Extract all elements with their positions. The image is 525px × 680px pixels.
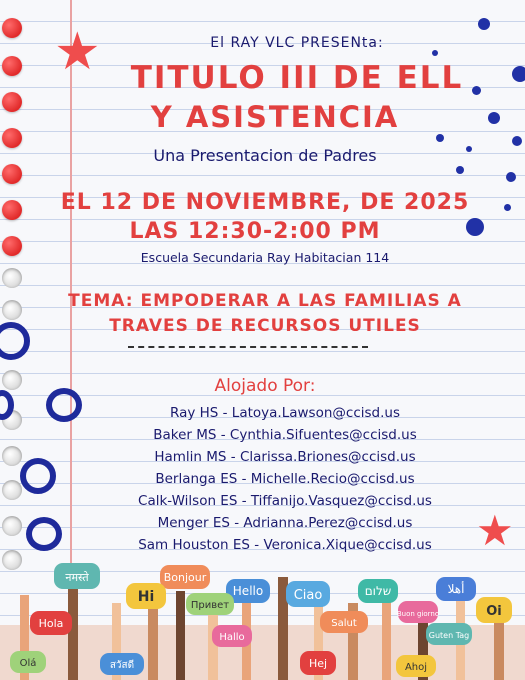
speech-bubble	[126, 583, 166, 609]
hosts-heading: Alojado Por:	[214, 376, 316, 396]
star-icon: ★	[54, 22, 101, 82]
dot-decoration	[478, 18, 490, 30]
binder-hole	[2, 18, 22, 38]
star-icon: ★	[476, 506, 514, 555]
dot-decoration	[456, 166, 464, 174]
ring-decoration	[26, 517, 62, 551]
host-contact: Berlanga ES - Michelle.Recio@ccisd.us	[155, 471, 415, 487]
speech-bubble	[10, 651, 46, 673]
binder-hole	[2, 56, 22, 76]
dot-decoration	[504, 204, 511, 211]
binder-hole	[2, 480, 22, 500]
hosts-list	[80, 402, 490, 556]
speech-bubble	[54, 563, 100, 589]
speech-bubble	[396, 655, 436, 677]
event-time: LAS 12:30-2:00 PM	[129, 219, 381, 244]
speech-bubble	[186, 593, 234, 615]
host-contact: Sam Houston ES - Veronica.Xique@ccisd.us	[138, 537, 432, 553]
host-contact: Hamlin MS - Clarissa.Briones@ccisd.us	[154, 449, 416, 465]
topic-line-1: TEMA: EMPODERAR A LAS FAMILIAS A	[68, 291, 462, 311]
binder-hole	[2, 268, 22, 288]
speech-bubble	[436, 577, 476, 601]
greeting-text: Bonjour	[163, 571, 207, 584]
greeting-text: أهلا	[447, 582, 465, 596]
subtitle: Una Presentacion de Padres	[153, 146, 377, 165]
speech-bubble	[358, 579, 398, 603]
dot-decoration	[512, 136, 522, 146]
ring-decoration	[0, 322, 30, 360]
speech-bubble	[320, 611, 368, 633]
binder-hole	[2, 370, 22, 390]
topic-line-2: TRAVES DE RECURSOS UTILES	[109, 316, 421, 336]
title-line-2: Y ASISTENCIA	[150, 100, 400, 134]
binder-hole	[2, 92, 22, 112]
binder-hole	[2, 300, 22, 320]
binder-hole	[2, 236, 22, 256]
speech-bubble	[476, 597, 512, 623]
greeting-text: Hallo	[219, 632, 245, 643]
greeting-text: Salut	[331, 618, 357, 629]
speech-bubble	[397, 601, 439, 623]
speech-bubble	[300, 651, 336, 675]
greeting-hands-illustration	[0, 555, 525, 680]
host-contact: Ray HS - Latoya.Lawson@ccisd.us	[170, 405, 400, 421]
binder-hole	[2, 164, 22, 184]
binder-hole	[2, 128, 22, 148]
speech-bubble	[100, 653, 144, 675]
greeting-text: Buon giorno	[396, 610, 440, 618]
event-location: Escuela Secundaria Ray Habitacian 114	[140, 250, 390, 265]
title-line-1: TITULO III DE ELL	[130, 60, 464, 96]
greeting-text: Hej	[308, 657, 328, 670]
binder-hole	[2, 446, 22, 466]
host-contact: Menger ES - Adrianna.Perez@ccisd.us	[157, 515, 413, 531]
greeting-text: Olá	[19, 658, 37, 669]
greeting-text: Привет	[190, 600, 230, 611]
greeting-text: Hello	[232, 584, 264, 598]
raised-arm	[176, 591, 185, 680]
binder-hole	[2, 200, 22, 220]
host-contact: Calk-Wilson ES - Tiffanijo.Vasquez@ccisd.us	[138, 493, 432, 509]
greeting-text: Ciao	[293, 588, 323, 603]
dashed-divider	[128, 346, 368, 348]
presenter-line: El RAY VLC PRESENta:	[210, 35, 384, 51]
ring-decoration	[20, 458, 56, 494]
greeting-text: नमस्ते	[65, 571, 89, 584]
speech-bubble	[30, 611, 72, 635]
greeting-text: Hola	[38, 617, 64, 630]
greeting-text: Ahoj	[404, 662, 428, 673]
speech-bubble	[426, 623, 472, 645]
greeting-text: Hi	[137, 589, 155, 605]
raised-arm	[68, 589, 78, 680]
greeting-text: สวัสดี	[109, 660, 135, 671]
speech-bubble	[160, 565, 210, 589]
dot-decoration	[506, 172, 516, 182]
dot-decoration	[436, 134, 444, 142]
speech-bubble	[286, 581, 330, 607]
greeting-text: Oi	[486, 604, 502, 619]
binder-hole	[2, 516, 22, 536]
host-contact: Baker MS - Cynthia.Sifuentes@ccisd.us	[153, 427, 417, 443]
greeting-text: שלום	[364, 584, 392, 598]
event-date: EL 12 DE NOVIEMBRE, DE 2025	[60, 190, 470, 215]
greeting-text: Guten Tag	[428, 631, 470, 640]
speech-bubble	[212, 625, 252, 647]
